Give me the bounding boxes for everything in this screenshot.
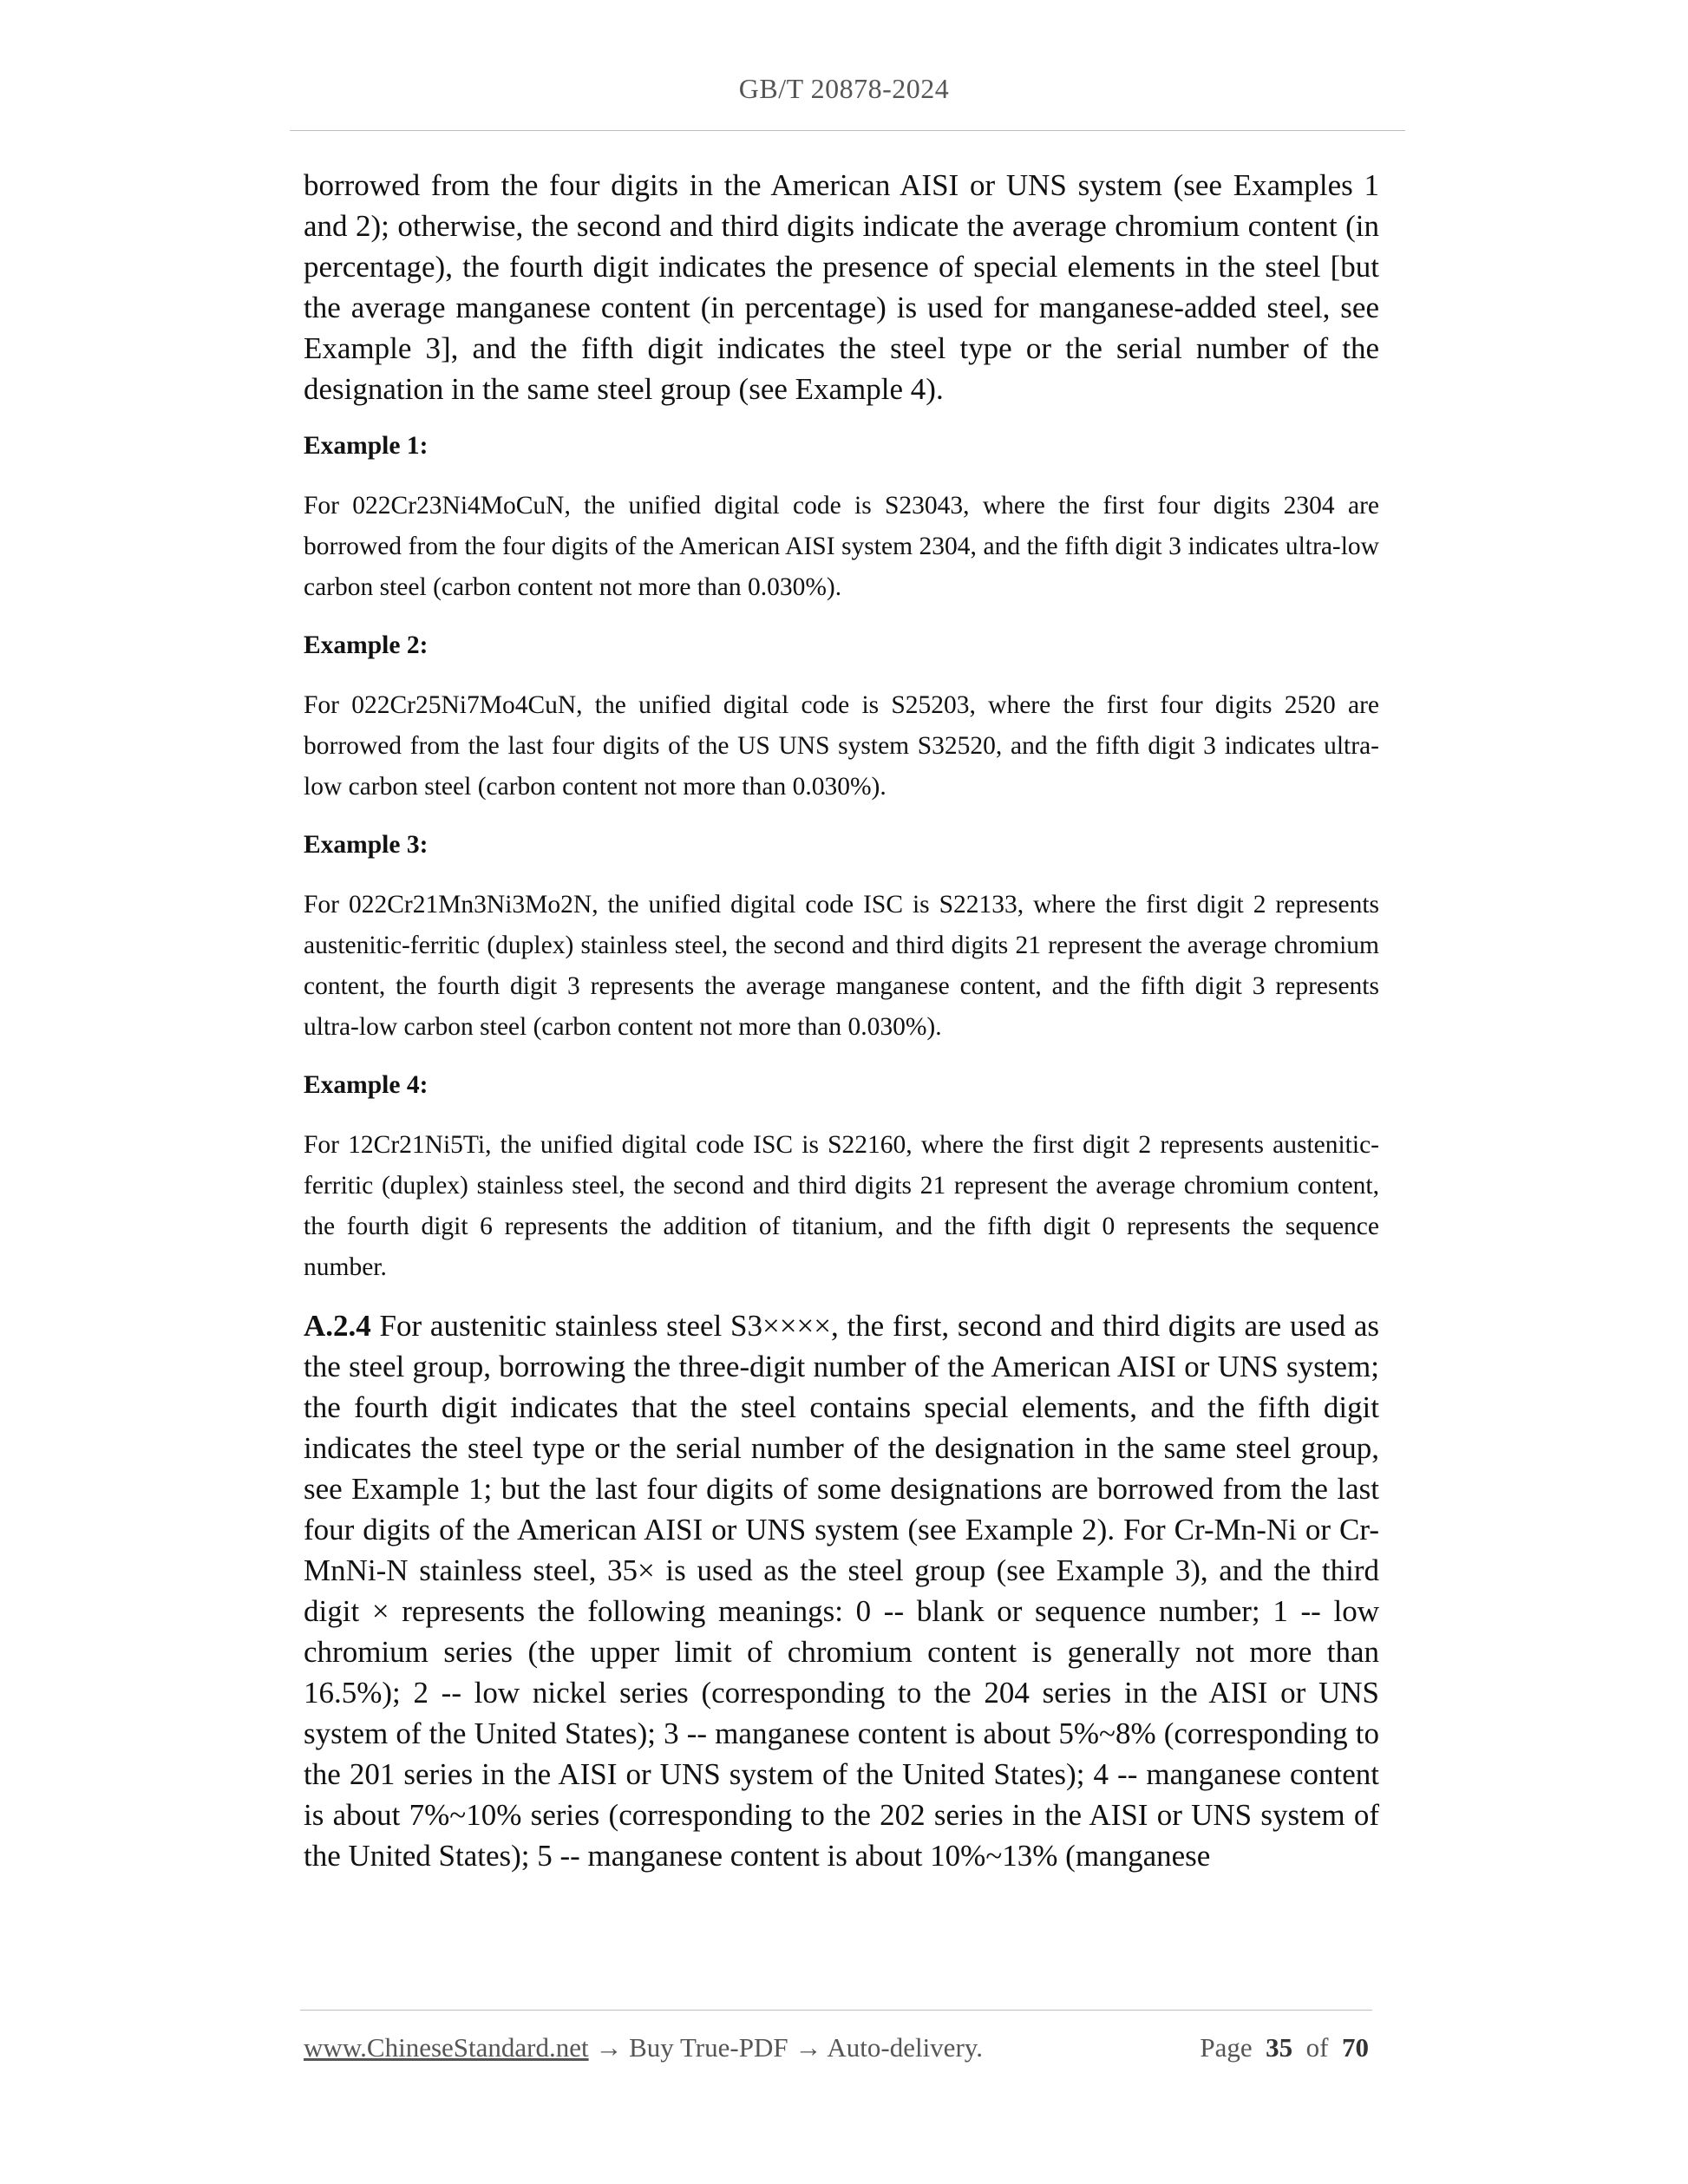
chinesestandard-link[interactable]: www.ChineseStandard.net: [304, 2032, 589, 2063]
clause-a-2-4: [304, 1305, 1379, 1876]
example-3-text: For 022Cr21Mn3Ni3Mo2N, the unified digital code ISC is S22133, where the first digit 2 represents austenitic-ferritic (duplex) stainless steel, the second and third digits 21 represent the average chromium content, the fourth digit 3 represents the average manganese content, and the fifth digit 3 represents ultra-low carbon steel (carbon content not more than 0.030%).: [304, 891, 1379, 1041]
page-header-standard-id: GB/T 20878-2024: [738, 73, 950, 104]
example-4-text: For 12Cr21Ni5Ti, the unified digital code ISC is S22160, where the first digit 2 represents austenitic-ferritic (duplex) stainless steel, the second and third digits 21 represent the average chromium content, the fourth digit 6 represents the addition of titanium, and the fifth digit 0 represents the sequence number.: [304, 1131, 1379, 1281]
page-label: Page: [1200, 2032, 1253, 2063]
page-number-indicator: [1200, 2032, 1369, 2063]
header-divider: [290, 130, 1405, 131]
example-1-title: Example 1:: [304, 432, 429, 460]
page-footer: [304, 2032, 1369, 2063]
footer-promo: [304, 2032, 983, 2063]
total-pages-number: 70: [1342, 2032, 1369, 2063]
example-2-text: For 022Cr25Ni7Mo4CuN, the unified digital code is S25203, where the first four digits 2520 are borrowed from the last four digits of the US UNS system S32520, and the fifth digit 3 indicates ultra-low carbon steel (carbon content not more than 0.030%).: [304, 691, 1379, 801]
footer-divider: [300, 2010, 1372, 2011]
example-3-title: Example 3:: [304, 831, 429, 859]
example-4-title: Example 4:: [304, 1071, 429, 1099]
footer-promo-text: → Buy True-PDF → Auto-delivery.: [588, 2032, 983, 2063]
clause-text: For austenitic stainless steel S3××××, the first, second and third digits are used as the steel group, borrowing the three-digit number of the American AISI or UNS system; the fourth digit indicates that the steel contains special elements, and the fifth digit indicates the steel type or the serial number of the designation in the same steel group, see Example 1; but the last four digits of some designations are borrowed from the last four digits of the American AISI or UNS system (see Example 2). For Cr-Mn-Ni or Cr-MnNi-N stainless steel, 35× is used as the steel group (see Example 3), and the third digit × represents the following meanings: 0 -- blank or sequence number; 1 -- low chromium series (the upper limit of chromium content is generally not more than 16.5%); 2 -- low nickel series (corresponding to the 204 series in the AISI or UNS system of the United States); 3 -- manganese content is about 5%~8% (corresponding to the 201 series in the AISI or UNS system of the United States); 4 -- manganese content is about 7%~10% series (corresponding to the 202 series in the AISI or UNS system of the United States); 5 -- manganese content is about 10%~13% (manganese: [304, 1309, 1380, 1873]
current-page-number: 35: [1266, 2032, 1293, 2063]
page-content: [304, 165, 1379, 1876]
example-2-title: Example 2:: [304, 631, 429, 659]
of-label: of: [1305, 2032, 1329, 2063]
example-1-text: For 022Cr23Ni4MoCuN, the unified digital code is S23043, where the first four digits 2304 are borrowed from the four digits of the American AISI system 2304, and the fifth digit 3 indicates ultra-low carbon steel (carbon content not more than 0.030%).: [304, 492, 1379, 601]
clause-number: A.2.4: [304, 1309, 371, 1343]
intro-paragraph: borrowed from the four digits in the American AISI or UNS system (see Examples 1 and 2); otherwise, the second and third digits indicate the average chromium content (in percentage), the fourth digit indicates the presence of special elements in the steel [but the average manganese content (in percentage) is used for manganese-added steel, see Example 3], and the fifth digit indicates the steel type or the serial number of the designation in the same steel group (see Example 4).: [304, 168, 1379, 406]
